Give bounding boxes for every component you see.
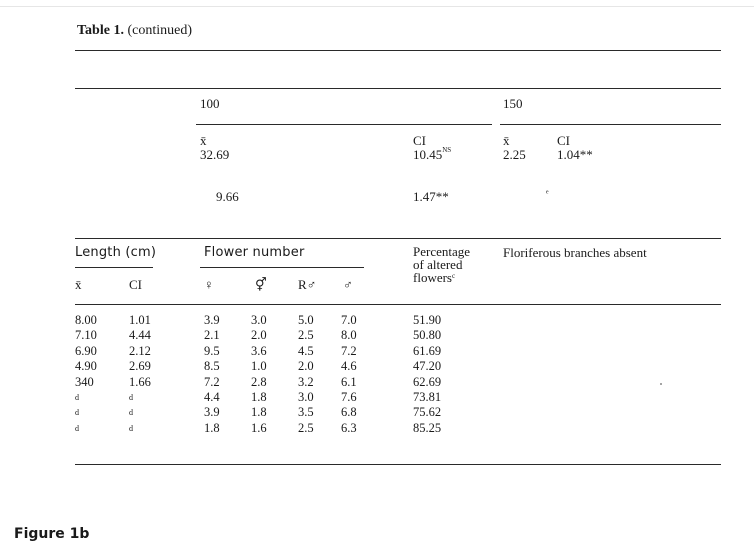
table-title-bold: Table 1. [77,23,124,38]
ci-header-100: CI [413,133,426,148]
table-cell: 2.12 [129,343,151,358]
group-100-label: 100 [200,96,220,111]
mean-150-row1: 2.25 [503,147,526,162]
col-female [204,313,220,436]
ci-100-row2: 1.47** [413,189,449,204]
mean-100-row1: 32.69 [200,147,230,162]
table-cell: d [129,423,133,433]
table-cell: d [75,392,79,402]
ci-100-row1-value: 10.45 [413,147,443,162]
table-cell: 4.4 [204,389,220,404]
rule-lower-top [75,238,721,239]
table-cell: 51.90 [413,313,442,327]
table-cell: 3.2 [298,374,314,389]
x-bar-header: x̄ [75,277,82,292]
table-cell: 2.69 [129,359,151,374]
mean-100-row2: 9.66 [216,189,239,204]
table-cell: 7.2 [204,374,220,389]
table-cell: 5.0 [298,313,314,327]
table-cell: 8.0 [341,328,357,343]
table-cell: 8.00 [75,313,97,327]
table-cell: 4.5 [298,343,314,358]
mean-header-100: x̄ [200,133,207,148]
percentage-sup: c [452,272,456,280]
percentage-line2: of altered [413,257,463,272]
rule-second [75,88,721,89]
table-cell: 8.5 [204,359,220,374]
length-header: Length (cm) [75,245,157,260]
table-cell: 1.01 [129,313,151,327]
group-150-label: 150 [503,96,523,111]
floriferous-header: Floriferous branches absent [503,245,647,260]
table-cell: 75.62 [413,405,442,420]
table-title [77,23,192,39]
percentage-line1: Percentage [413,244,471,259]
table-cell: 6.8 [341,405,357,420]
table-cell: 1.8 [204,420,220,435]
rule-header-bottom [75,304,721,305]
rule-group-150 [500,124,721,125]
col-male [341,313,357,436]
table-cell: d [129,392,133,402]
male-header: ♂ [343,277,353,292]
table-cell: 3.9 [204,313,220,327]
table-cell: 340 [75,374,94,389]
table-cell: d [75,423,79,433]
percentage-header [413,245,470,284]
rule-length [75,267,153,268]
table-cell: 50.80 [413,328,442,343]
table-cell: 2.8 [251,374,267,389]
rule-top [75,50,721,51]
col-r-male [298,313,314,436]
hermaphrodite-header: ⚥ [255,277,267,292]
flower-number-header: Flower number [204,245,305,260]
table-cell: 7.10 [75,328,97,343]
female-header: ♀ [204,277,214,292]
table-cell: 2.1 [204,328,220,343]
table-cell: 1.8 [251,389,267,404]
table-cell: 7.6 [341,389,357,404]
ci-100-row1-sup: NS [442,146,452,154]
table-cell: 1.8 [251,405,267,420]
table-cell: 3.6 [251,343,267,358]
table-cell: 2.0 [298,359,314,374]
rule-group-100 [196,124,492,125]
table-cell: 2.5 [298,328,314,343]
table-title-rest: (continued) [127,23,192,38]
mean-header-150: x̄ [503,133,510,148]
table-cell: 9.5 [204,343,220,358]
r-male-header: R♂ [298,277,317,292]
table-cell: 7.2 [341,343,357,358]
col-hermaphrodite [251,313,267,436]
top-divider [0,6,754,7]
table-cell: 4.90 [75,359,97,374]
table-cell: 1.6 [251,420,267,435]
rule-bottom [75,464,721,465]
table-cell: 2.5 [298,420,314,435]
table-cell: 85.25 [413,420,442,435]
table-cell: 3.0 [251,313,267,327]
figure-caption: Figure 1b [14,526,90,542]
ci-header: CI [129,277,142,292]
ci-header-150: CI [557,133,570,148]
percentage-line3: flowers [413,270,452,285]
table-cell: 4.6 [341,359,357,374]
table-cell: 2.0 [251,328,267,343]
col-length-mean [75,313,97,436]
percentage-line3-wrap [413,271,470,284]
table-cell: 47.20 [413,359,442,374]
table-cell: d [75,408,79,418]
table-cell: 3.5 [298,405,314,420]
col-length-ci [129,313,151,436]
table-cell: 7.0 [341,313,357,327]
table-cell: 62.69 [413,374,442,389]
table-cell: 61.69 [413,343,442,358]
table-cell: 1.66 [129,374,151,389]
mean-150-row2: ᵉ [546,188,549,199]
table-cell: 6.3 [341,420,357,435]
table-cell: 3.0 [298,389,314,404]
col-percentage [413,313,441,436]
table-cell: 6.90 [75,343,97,358]
table-cell: 3.9 [204,405,220,420]
table-cell: 6.1 [341,374,357,389]
table-cell: 4.44 [129,328,151,343]
table-cell: d [129,408,133,418]
ci-100-row1 [413,147,451,163]
scan-speck [660,383,662,385]
table-cell: 73.81 [413,389,442,404]
rule-flower-number [200,267,364,268]
table-cell: 1.0 [251,359,267,374]
ci-150-row1: 1.04** [557,147,593,162]
